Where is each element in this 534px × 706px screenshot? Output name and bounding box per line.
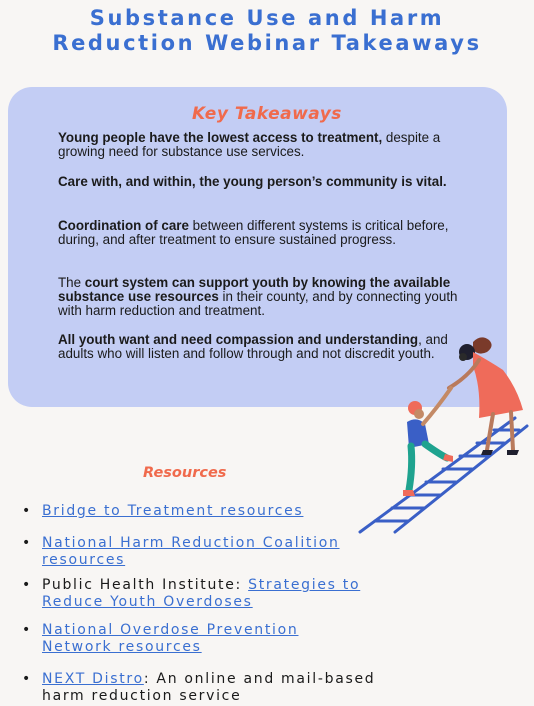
child-climber-icon <box>403 388 453 496</box>
takeaway-item <box>58 276 458 318</box>
page-title <box>0 6 534 56</box>
takeaway-text: , and adults who will listen and follow through and not discredit youth. <box>58 332 448 361</box>
ladder-icon <box>360 418 527 532</box>
resource-link[interactable]: Bridge to Treatment resources <box>42 503 304 519</box>
page-title-line-2: Reduction Webinar Takeaways <box>52 31 482 55</box>
takeaway-item <box>58 219 458 247</box>
resource-link[interactable]: Strategies to Reduce Youth Overdoses <box>42 577 361 610</box>
bullet-icon: • <box>22 671 32 687</box>
bullet-icon: • <box>22 577 32 593</box>
takeaway-bold-text: court system can support youth by knowing the available substance use resources <box>58 275 451 304</box>
resource-link[interactable]: National Overdose Prevention Network resources <box>42 622 299 655</box>
takeaway-item <box>58 175 458 189</box>
bullet-icon: • <box>22 503 32 519</box>
resource-item <box>22 503 402 520</box>
takeaway-bold-text: Young people have the lowest access to treatment, <box>58 130 383 145</box>
resources-heading: Resources <box>143 465 227 481</box>
takeaway-text: in their county, and by connecting youth with harm reduction and treatment. <box>58 289 458 318</box>
resource-item <box>22 622 342 656</box>
resource-link[interactable]: NEXT Distro <box>42 671 144 687</box>
takeaway-text: despite a growing need for substance use services. <box>58 130 441 159</box>
bullet-icon: • <box>22 535 32 551</box>
resource-item <box>22 671 402 705</box>
key-takeaways-heading: Key Takeaways <box>192 104 342 124</box>
takeaway-text: between different systems is critical before, during, and after treatment to ensure sustained progress. <box>58 218 449 247</box>
ladder-helping-hand-illustration <box>355 330 534 540</box>
takeaway-bold-text: Coordination of care <box>58 218 189 233</box>
adult-helper-icon <box>449 337 523 455</box>
resource-prefix: Public Health Institute: <box>42 577 249 593</box>
resource-item <box>22 577 402 611</box>
resource-suffix: : An online and mail-based harm reduction service <box>42 671 376 704</box>
takeaway-bold-text: All youth want and need compassion and understanding <box>58 332 419 347</box>
resource-link[interactable]: National Harm Reduction Coalition resources <box>42 535 340 568</box>
page-title-line-1: Substance Use and Harm <box>89 6 445 30</box>
takeaway-text: The <box>58 275 85 290</box>
resource-item <box>22 535 382 569</box>
bullet-icon: • <box>22 622 32 638</box>
takeaway-item <box>58 131 458 159</box>
takeaway-bold-text: Care with, and within, the young person’s community is vital. <box>58 174 447 189</box>
